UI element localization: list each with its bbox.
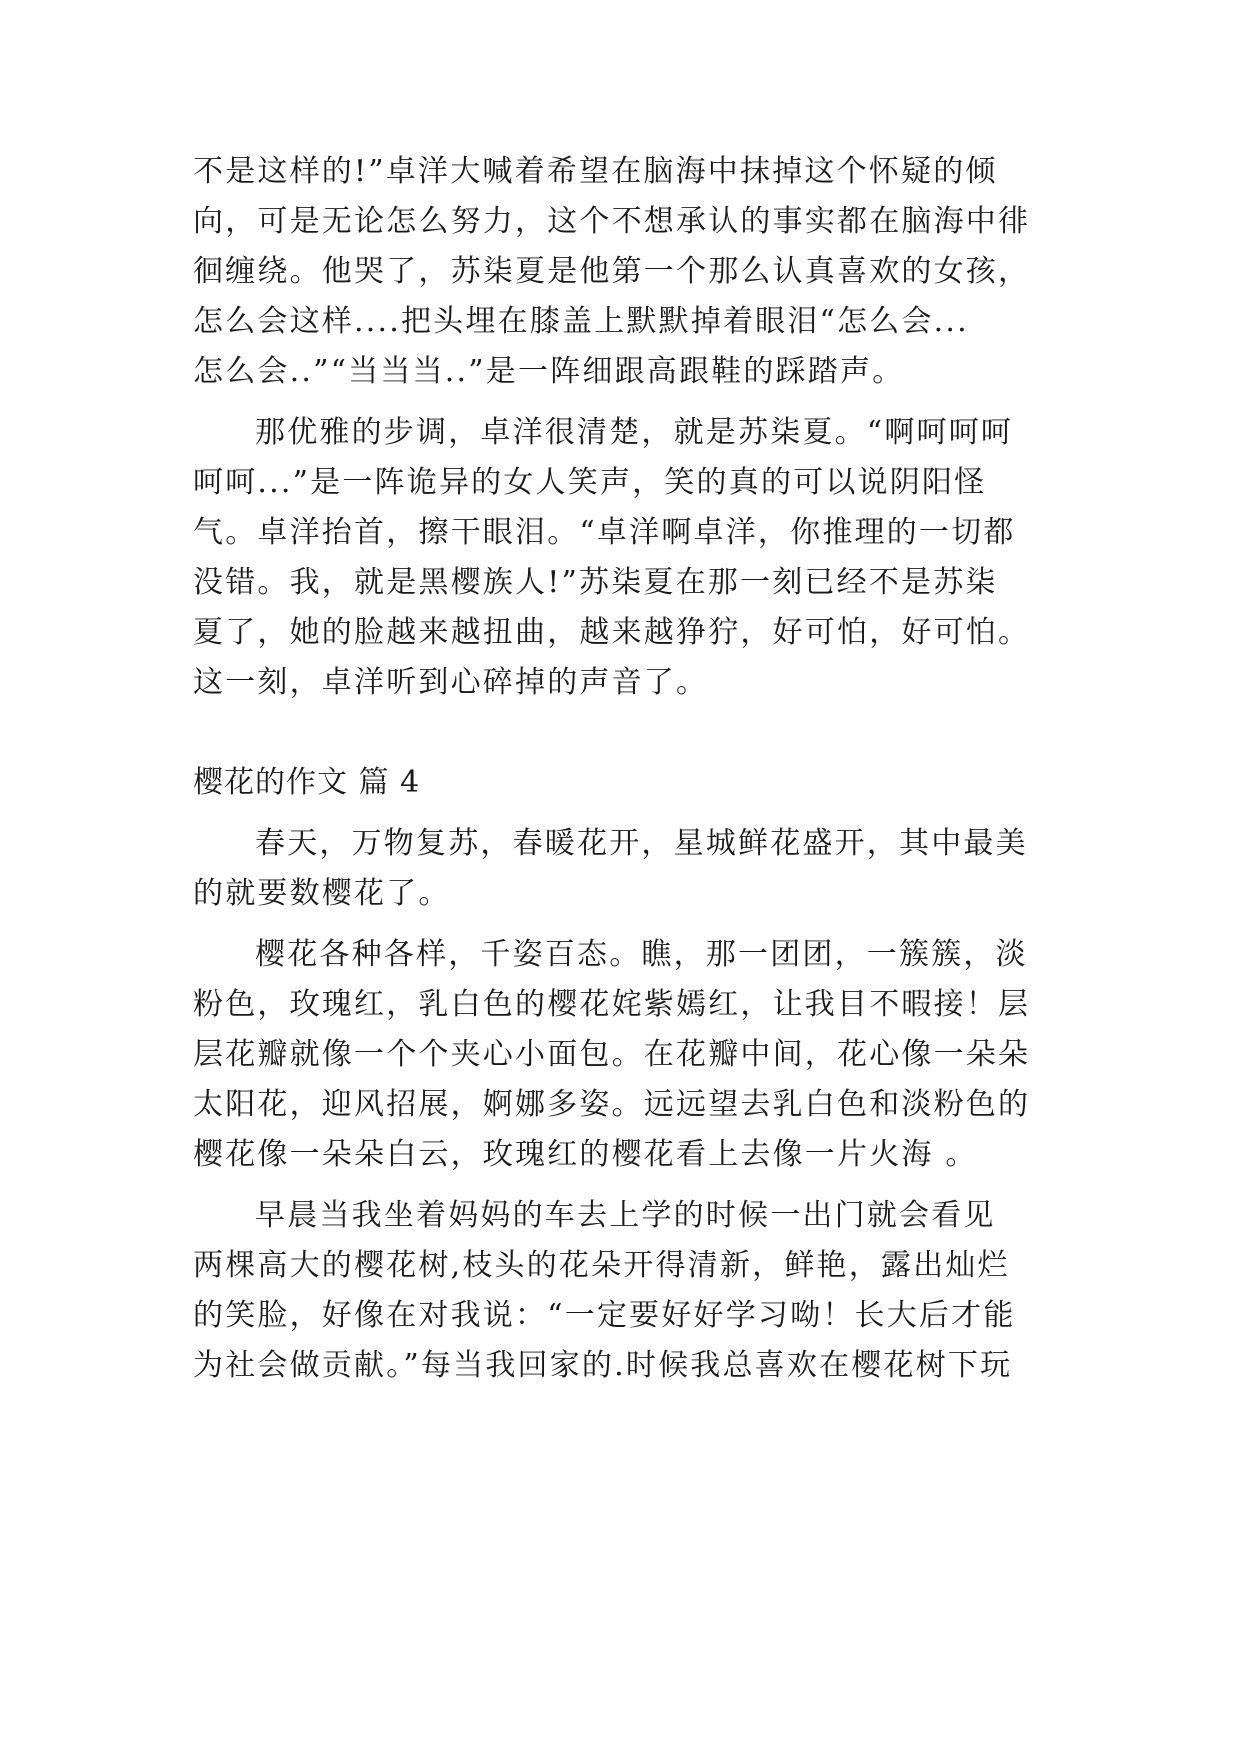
text-line: 太阳花，迎风招展，婀娜多姿。远远望去乳白色和淡粉色的 [193,1087,1031,1122]
text-line: 怎么会..”“当当当..”是一阵细跟高跟鞋的踩踏声。 [193,354,905,389]
text-line: 这一刻，卓洋听到心碎掉的声音了。 [193,665,709,700]
text-line: 春天，万物复苏，春暖花开，星城鲜花盛开，其中最美 [255,826,1028,861]
text-line: 怎么会这样....把头埋在膝盖上默默掉着眼泪“怎么会... [193,304,969,339]
text-line: 向，可是无论怎么努力，这个不想承认的事实都在脑海中徘 [193,204,1031,239]
text-line: 夏了，她的脸越来越扭曲，越来越狰狞，好可怕，好可怕。 [193,615,1031,650]
text-line: 不是这样的!”卓洋大喊着希望在脑海中抹掉这个怀疑的倾 [193,154,998,189]
text-line: 的笑脸，好像在对我说：“一定要好好学习呦！长大后才能 [193,1298,1016,1333]
text-line: 两棵高大的樱花树,枝头的花朵开得清新，鲜艳，露出灿烂 [193,1248,1010,1283]
text-line: 那优雅的步调，卓洋很清楚，就是苏柒夏。“啊呵呵呵 [255,415,1014,450]
text-line: 樱花各种各样，千姿百态。瞧，那一团团，一簇簇，淡 [255,937,1028,972]
text-line: 徊缠绕。他哭了，苏柒夏是他第一个那么认真喜欢的女孩， [193,254,1031,289]
text-line: 早晨当我坐着妈妈的车去上学的时候一出门就会看见 [255,1198,996,1233]
section-title: 樱花的作文 篇 4 [193,765,421,800]
text-line: 层花瓣就像一个个夹心小面包。在花瓣中间，花心像一朵朵 [193,1037,1031,1072]
text-line: 气。卓洋抬首，擦干眼泪。“卓洋啊卓洋，你推理的一切都 [193,515,1016,550]
text-line: 没错。我，就是黑樱族人!”苏柒夏在那一刻已经不是苏柒 [193,565,998,600]
text-line: 为社会做贡献。”每当我回家的.时候我总喜欢在樱花树下玩 [193,1348,1013,1383]
text-line: 樱花像一朵朵白云，玫瑰红的樱花看上去像一片火海 。 [193,1137,978,1172]
text-line: 的就要数樱花了。 [193,876,451,911]
text-line: 呵呵...”是一阵诡异的女人笑声，笑的真的可以说阴阳怪 [193,465,987,500]
text-line: 粉色，玫瑰红，乳白色的樱花姹紫嫣红，让我目不暇接！层 [193,987,1031,1022]
